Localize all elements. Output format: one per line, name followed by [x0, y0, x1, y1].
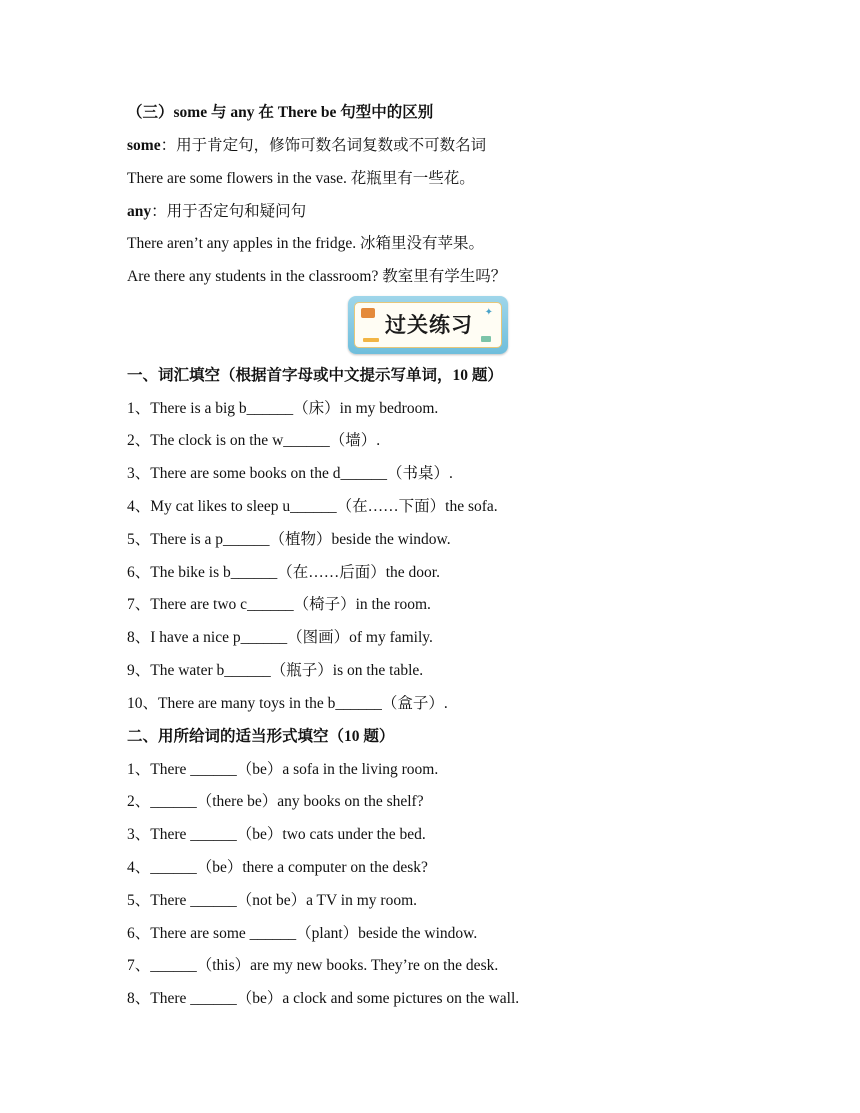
any-label: any	[127, 203, 152, 220]
some-rule	[127, 136, 486, 156]
some-description: ：用于肯定句，修饰可数名词复数或不可数名词	[160, 137, 487, 154]
some-example: There are some flowers in the vase. 花瓶里有一些花。	[127, 170, 475, 187]
exercise-item: 8、There ______（be）a clock and some pictures on the wall.	[127, 990, 520, 1007]
any-example-2: Are there any students in the classroom? 教室里有学生吗？	[127, 268, 507, 285]
section1-heading: 一、词汇填空（根据首字母或中文提示写单词，10 题）	[127, 367, 503, 384]
exercise-item: 4、______（be）there a computer on the desk?	[127, 859, 428, 876]
any-example-1: There aren’t any apples in the fridge. 冰箱里没有苹果。	[127, 235, 484, 252]
exercise-item: 4、My cat likes to sleep u______（在……下面）the sofa.	[127, 498, 498, 515]
star-icon: ✦	[484, 307, 493, 318]
exercise-item: 1、There ______（be）a sofa in the living room.	[127, 761, 439, 778]
exercise-item: 7、______（this）are my new books. They’re on the desk.	[127, 957, 499, 974]
exercise-item: 5、There ______（not be）a TV in my room.	[127, 892, 418, 909]
any-description: ：用于否定句和疑问句	[151, 203, 307, 220]
exercise-item: 3、There ______（be）two cats under the bed.	[127, 826, 426, 843]
exercise-item: 6、There are some ______（plant）beside the window.	[127, 925, 478, 942]
exercise-item: 1、There is a big b______（床）in my bedroom.	[127, 400, 439, 417]
exercise-item: 5、There is a p______（植物）beside the window.	[127, 531, 451, 548]
exercise-item: 7、There are two c______（椅子）in the room.	[127, 596, 431, 613]
any-rule	[127, 202, 306, 222]
section2-heading: 二、用所给词的适当形式填空（10 题）	[127, 728, 395, 745]
exercise-item: 2、The clock is on the w______（墙）.	[127, 432, 381, 449]
banner-title: 过关练习	[385, 313, 473, 337]
exercise-item: 9、The water b______（瓶子）is on the table.	[127, 662, 424, 679]
grammar-heading: （三）some 与 any 在 There be 句型中的区别	[127, 104, 434, 121]
banner-panel	[354, 302, 502, 348]
exercise-item: 3、There are some books on the d______（书桌）.	[127, 465, 453, 482]
some-label: some	[127, 137, 161, 154]
exercise-item: 6、The bike is b______（在……后面）the door.	[127, 564, 440, 581]
practice-banner	[348, 296, 508, 354]
exercise-item: 2、______（there be）any books on the shelf?	[127, 793, 424, 810]
exercise-item: 10、There are many toys in the b______（盒子）.	[127, 695, 448, 712]
exercise-item: 8、I have a nice p______（图画）of my family.	[127, 629, 433, 646]
